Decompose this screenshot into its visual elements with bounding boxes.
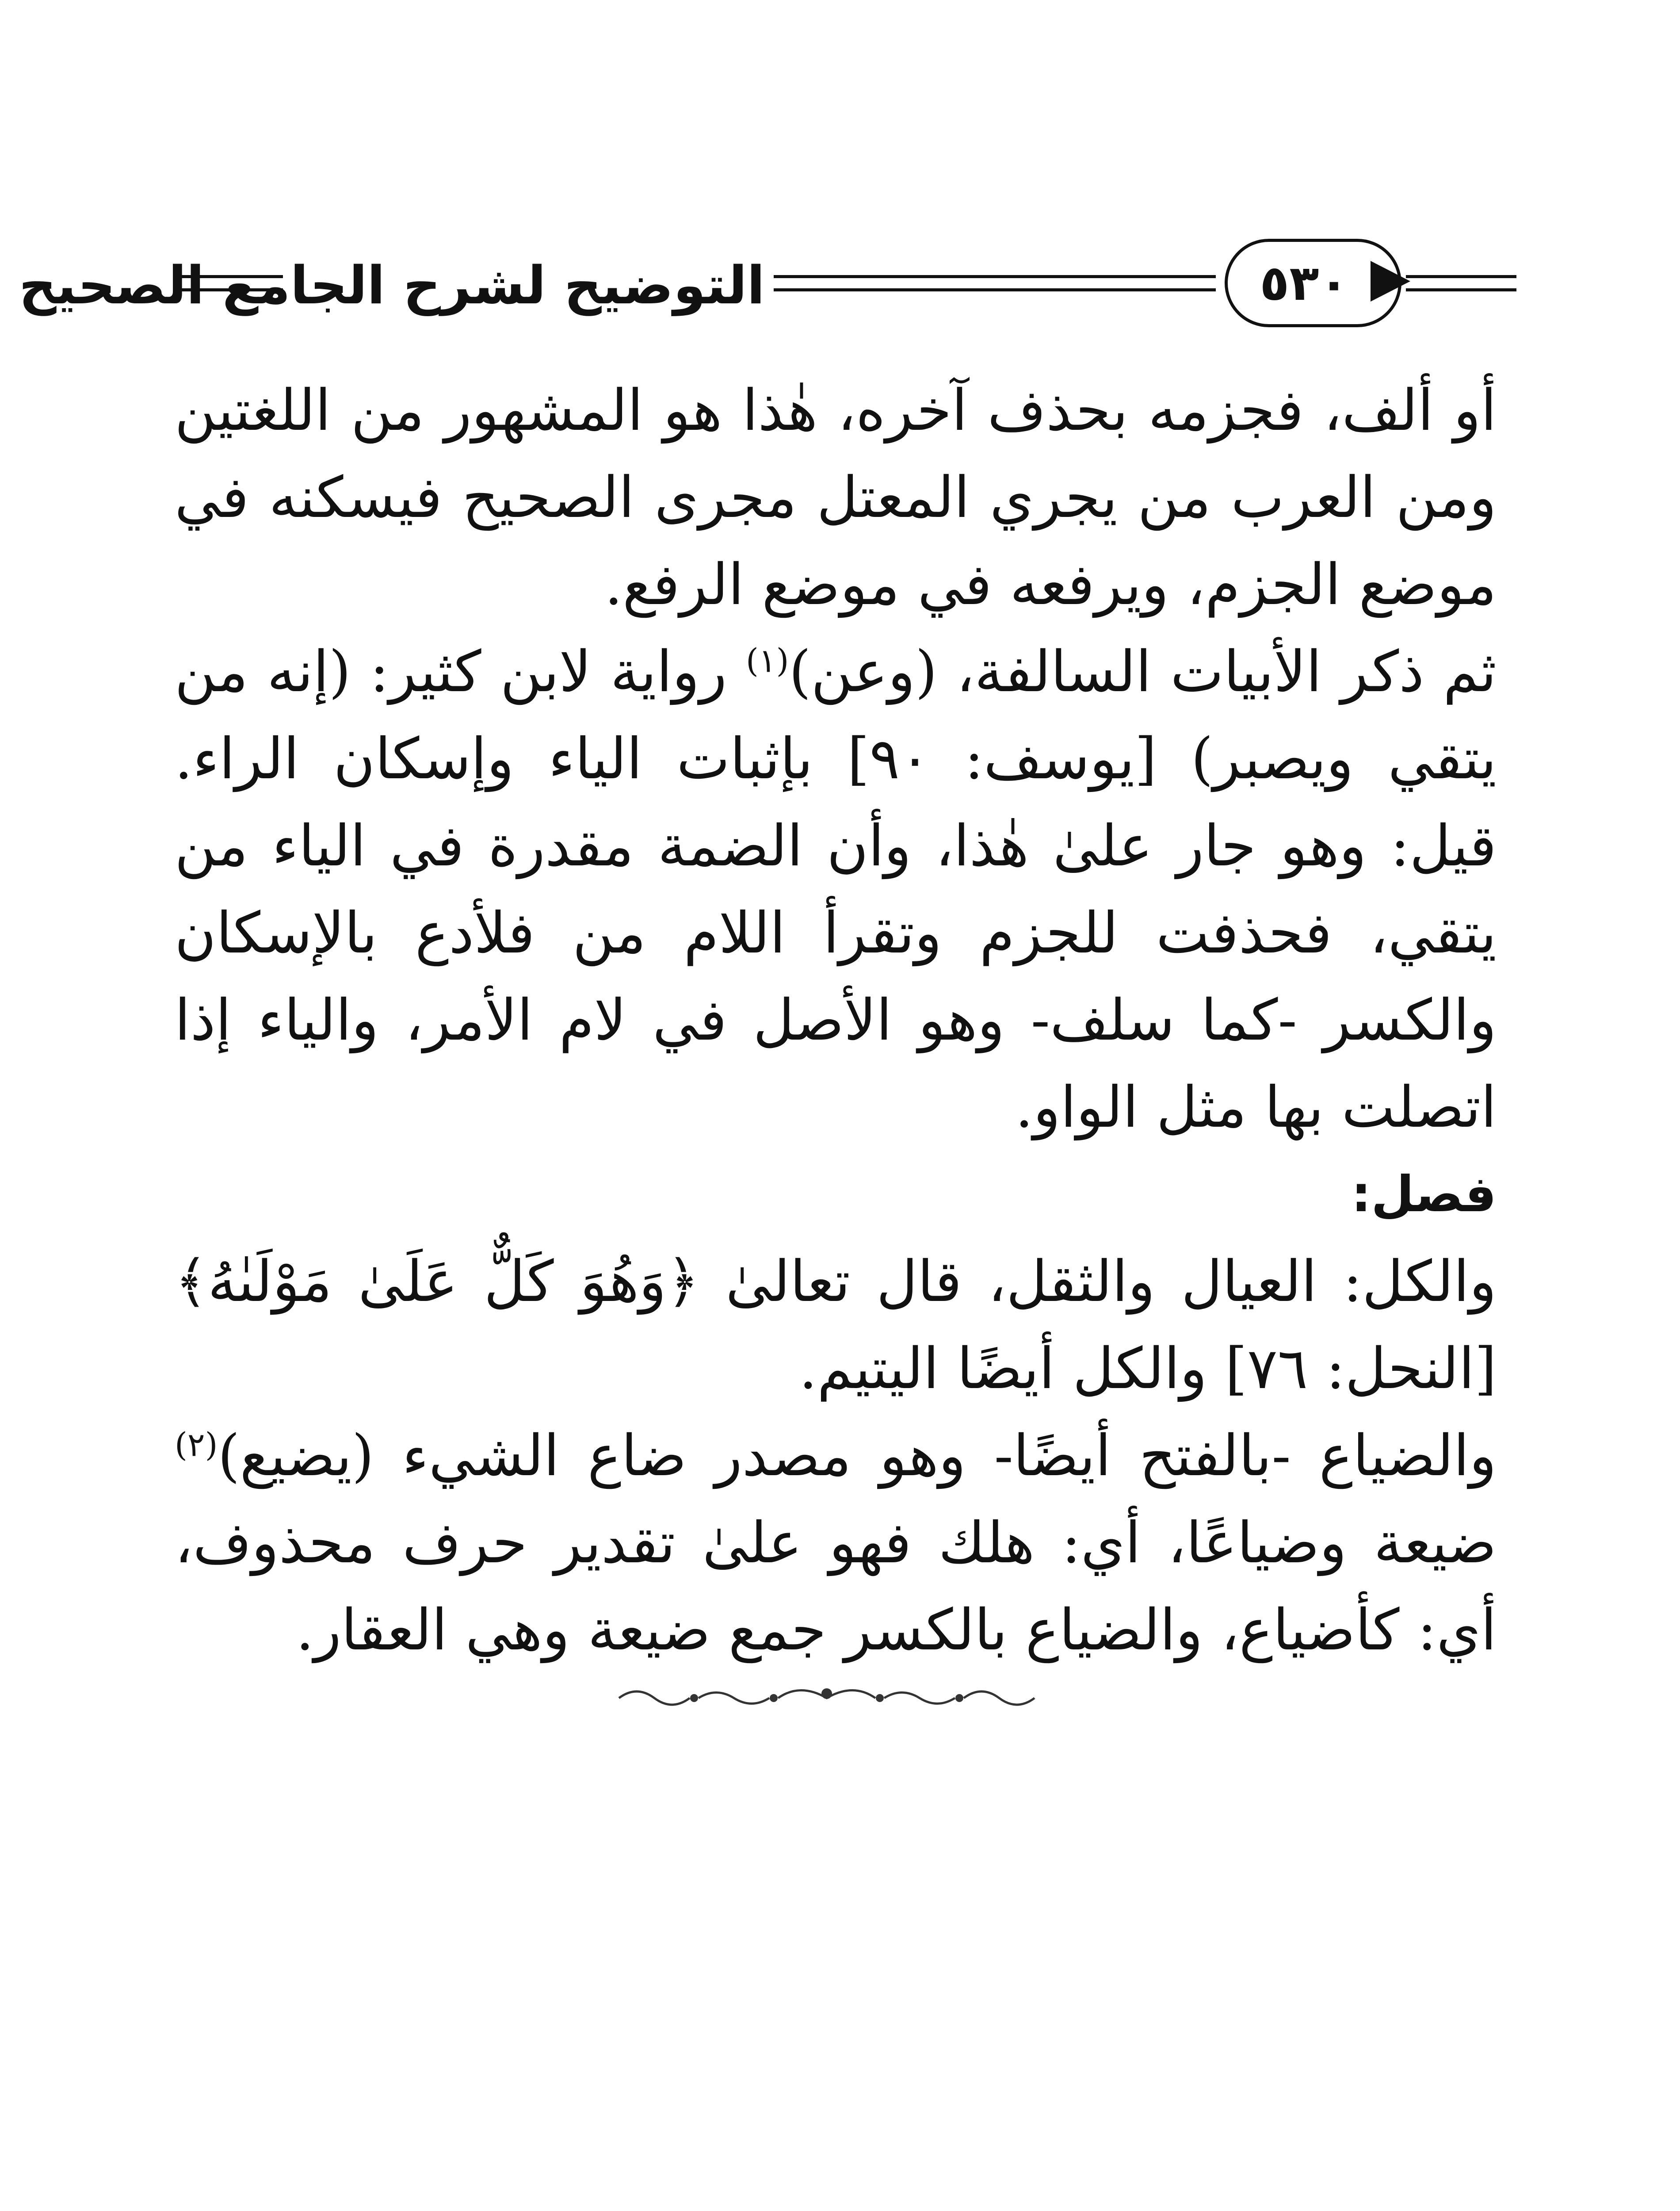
section-heading: فصل: — [1351, 1166, 1497, 1223]
paragraph-text: ثم ذكر الأبيات السالفة، (وعن) — [789, 639, 1497, 705]
paragraph: أو ألف، فجزمه بحذف آخره، هٰذا هو المشهور من اللغتين ومن العرب من يجري المعتل مجرى الصحيح فيسكنه في موضع الجزم، ويرفعه في موضع الرفع. — [175, 378, 1497, 618]
paragraph: والكل: العيال والثقل، قال تعالىٰ ﴿وَهُوَ كَلٌّ عَلَىٰ مَوْلَىٰهُ﴾ [النحل: ٧٦] والكل أيضًا اليتيم. — [175, 1249, 1497, 1402]
header-rule — [1406, 275, 1516, 278]
paragraph-text: والضياع -بالفتح أيضًا- وهو مصدر ضاع الشيء (يضيع) — [218, 1423, 1497, 1489]
paragraph — [175, 628, 1497, 1151]
paragraph-text: ضيعة وضياعًا، أي: هلك فهو علىٰ تقدير حرف محذوف، أي: كأضياع، والضياع بالكسر جمع ضيعة وهي العقار. — [175, 1510, 1497, 1663]
floral-divider-ornament-icon — [610, 1680, 1043, 1711]
footnote-reference[interactable]: (٢) — [175, 1426, 218, 1464]
running-title: التوضيح لشرح الجامع الصحيح — [19, 255, 765, 316]
page-number: ٥٣٠ — [1260, 255, 1349, 311]
header-rule — [774, 288, 1216, 291]
footnote-reference[interactable]: (١) — [746, 642, 789, 680]
header-rule — [1406, 288, 1516, 291]
page-header — [19, 234, 1516, 336]
arrow-tab-icon — [1371, 261, 1410, 302]
paragraph — [175, 1412, 1497, 1674]
header-rule — [774, 275, 1216, 278]
paragraph-text: رواية لابن كثير: (إنه من يتقي ويصبر) [يوسف: ٩٠] بإثبات الياء وإسكان الراء. قيل: وهو جار علىٰ هٰذا، وأن الضمة مقدرة في الياء من يتقي، فحذفت للجزم وتقرأ اللام من فلأدع بالإسكان والكسر -كما سلف- وهو الأصل في لام الأمر، والياء إذا اتصلت بها مثل الواو. — [175, 639, 1497, 1140]
main-text — [175, 367, 1497, 1674]
